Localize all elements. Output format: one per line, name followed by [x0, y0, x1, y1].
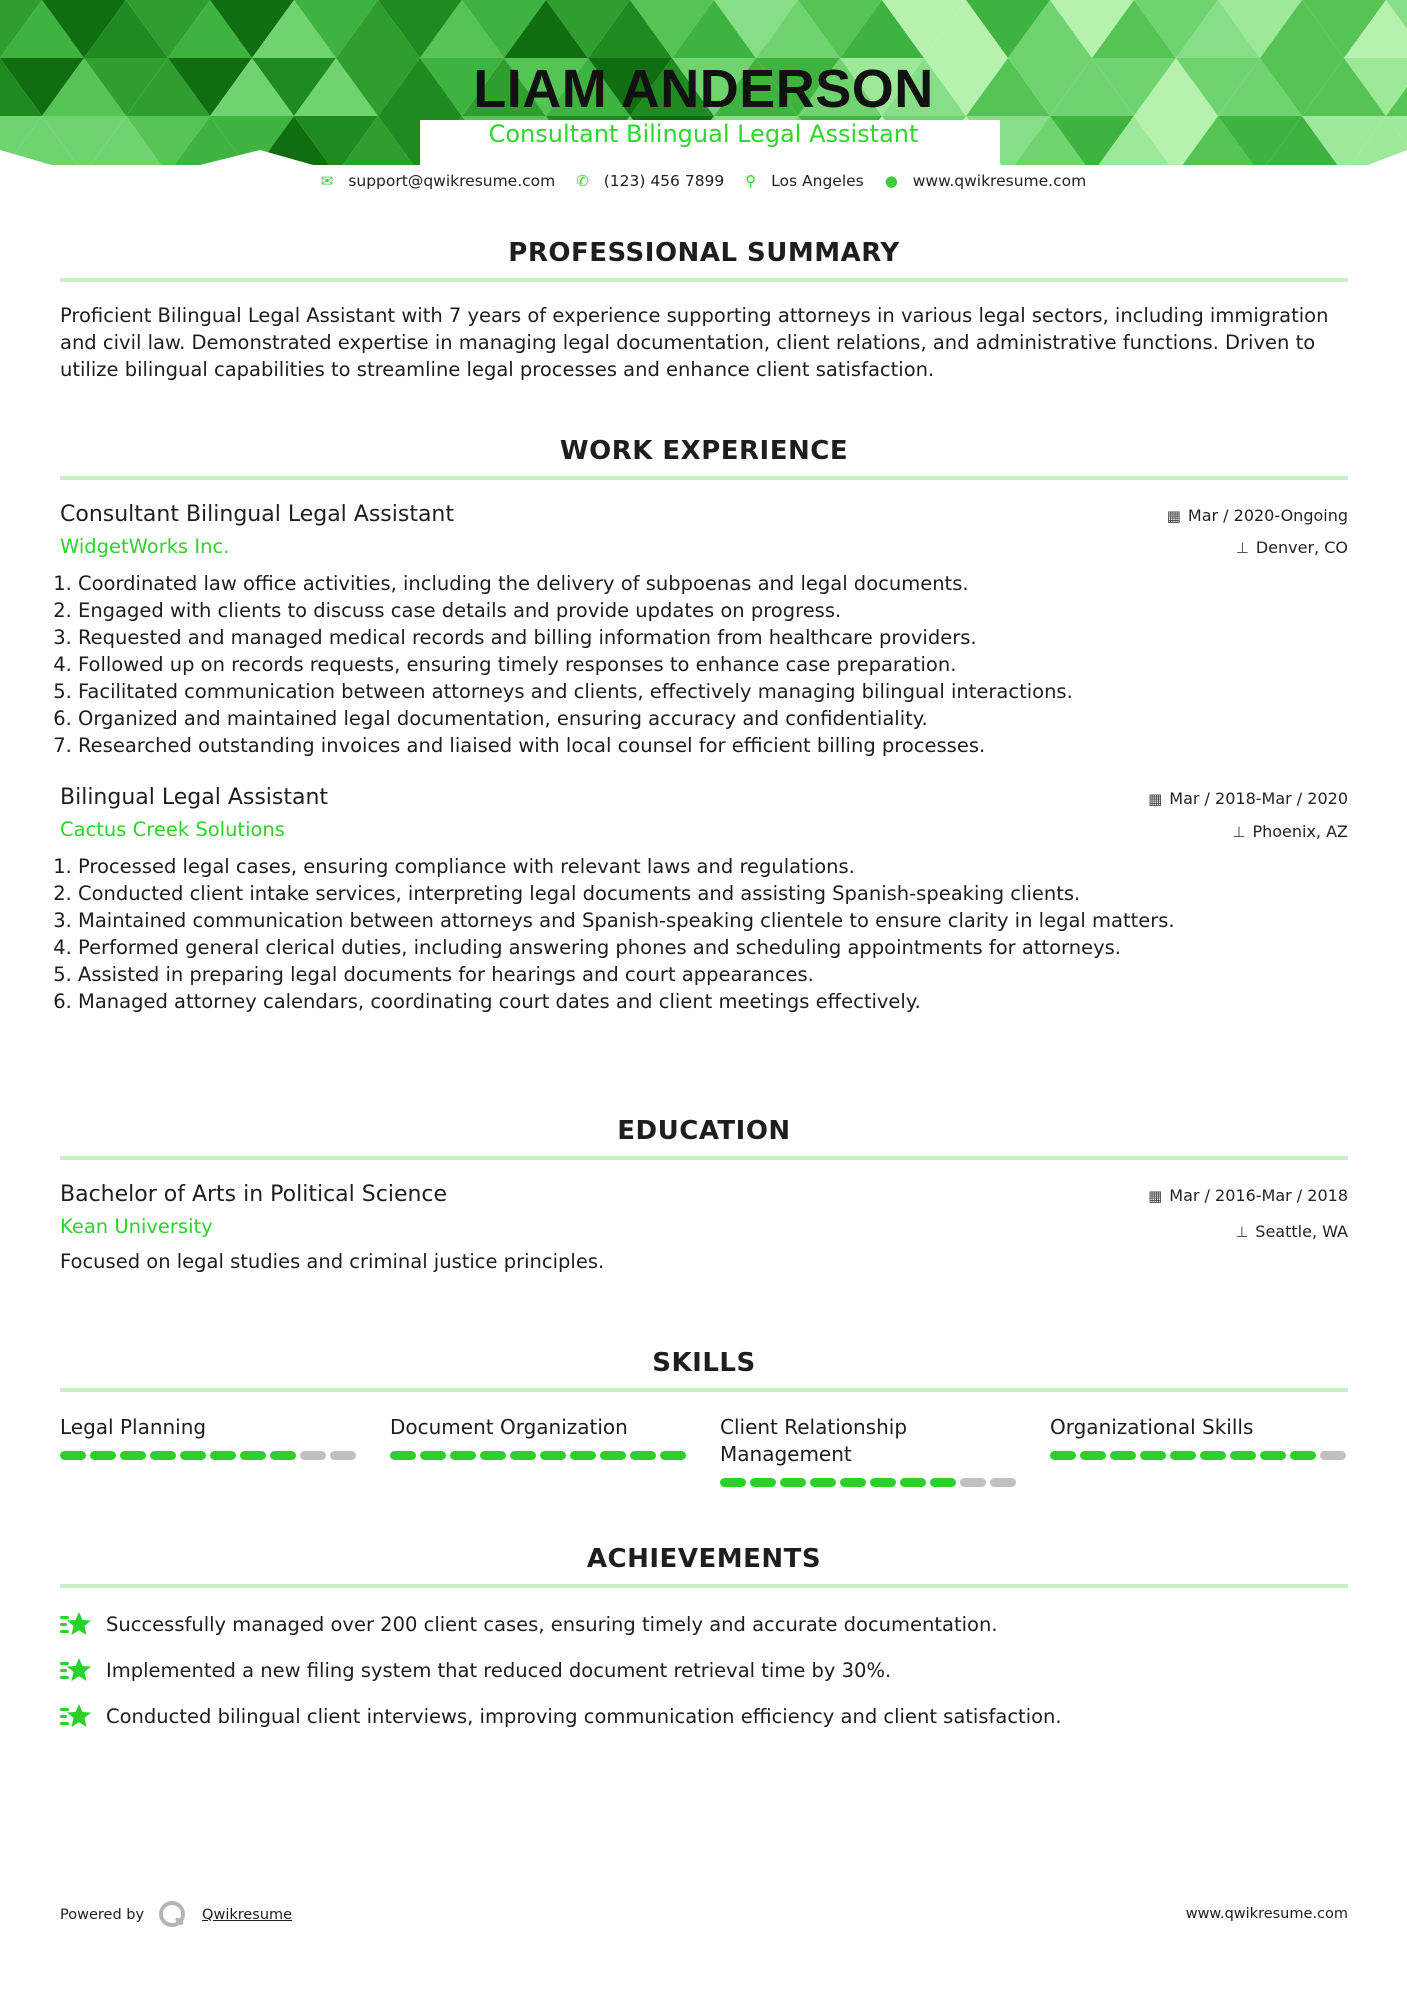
job-location: ⊥ Phoenix, AZ	[1232, 822, 1348, 841]
company-name: WidgetWorks Inc.	[60, 535, 230, 558]
pin-icon: ⊥	[1235, 539, 1249, 557]
list-item: 3. Requested and managed medical records and billing information from healthcare providers.	[78, 624, 1348, 651]
school-name: Kean University	[60, 1215, 213, 1238]
summary-text: Proficient Bilingual Legal Assistant with 7 years of experience supporting attorneys in various legal sectors, including immigration and civil law. Demonstrated expertise in managing legal documentation, client relations, and administrative functions. Driven to utilize bilingual capabilities to streamline legal processes and enhance client satisfaction.	[60, 304, 1329, 381]
footer-website-link[interactable]: www.qwikresume.com	[1185, 1906, 1348, 1922]
map-pin-icon: ⚲	[745, 172, 757, 190]
contact-email[interactable]	[321, 172, 555, 190]
list-item: 1. Coordinated law office activities, including the delivery of subpoenas and legal documents.	[78, 570, 1348, 597]
achievements-list	[60, 1610, 1348, 1730]
contact-phone[interactable]	[576, 172, 724, 190]
skill-level-bar	[390, 1451, 690, 1460]
skill-level-segment	[150, 1451, 176, 1460]
website-text: www.qwikresume.com	[912, 172, 1087, 190]
skill-level-segment	[1260, 1451, 1286, 1460]
job-entry	[60, 502, 1348, 759]
skill-name: Legal Planning	[60, 1415, 207, 1439]
qwikresume-logo-icon	[158, 1900, 188, 1930]
calendar-icon: ▦	[1148, 1187, 1163, 1205]
company-name: Cactus Creek Solutions	[60, 818, 285, 841]
list-item: 7. Researched outstanding invoices and liaised with local counsel for efficient billing processes.	[78, 732, 1348, 759]
skill-level-segment	[990, 1478, 1016, 1487]
skill-level-segment	[1170, 1451, 1196, 1460]
skill-level-segment	[270, 1451, 296, 1460]
skill-level-segment	[1140, 1451, 1166, 1460]
calendar-icon: ▦	[1148, 790, 1163, 808]
skill-level-bar	[60, 1451, 360, 1460]
summary-section	[60, 238, 1348, 383]
phone-icon: ✆	[576, 172, 589, 190]
job-dates: ▦ Mar / 2020-Ongoing	[1166, 506, 1348, 525]
list-item: 4. Performed general clerical duties, including answering phones and scheduling appointments for attorneys.	[78, 934, 1348, 961]
achievement-text: Successfully managed over 200 client cases, ensuring timely and accurate documentation.	[106, 1612, 998, 1636]
section-heading: EDUCATION	[60, 1116, 1348, 1160]
achievement-item	[60, 1656, 1348, 1684]
skill-level-segment	[780, 1478, 806, 1487]
skill-level-segment	[1230, 1451, 1256, 1460]
skill-level-segment	[390, 1451, 416, 1460]
skill-level-segment	[750, 1478, 776, 1487]
calendar-icon: ▦	[1166, 507, 1181, 525]
list-item: 6. Organized and maintained legal documentation, ensuring accuracy and confidentiality.	[78, 705, 1348, 732]
skill-level-segment	[810, 1478, 836, 1487]
skill-level-bar	[720, 1478, 1020, 1487]
star-icon	[60, 1702, 92, 1730]
achievement-item	[60, 1610, 1348, 1638]
skill-level-segment	[180, 1451, 206, 1460]
skill-level-segment	[960, 1478, 986, 1487]
degree-title: Bachelor of Arts in Political Science	[60, 1182, 448, 1207]
achievement-text: Implemented a new filing system that reduced document retrieval time by 30%.	[106, 1658, 892, 1682]
qwikresume-link[interactable]: Qwikresume	[202, 1907, 293, 1923]
contact-location	[745, 172, 864, 190]
achievement-item	[60, 1702, 1348, 1730]
skill-level-segment	[1200, 1451, 1226, 1460]
envelope-icon: ✉	[320, 172, 334, 190]
education-description: Focused on legal studies and criminal justice principles.	[60, 1250, 605, 1273]
skill-level-segment	[420, 1451, 446, 1460]
skill-level-segment	[1320, 1451, 1346, 1460]
job-location: ⊥ Denver, CO	[1235, 538, 1348, 557]
list-item: 2. Engaged with clients to discuss case details and provide updates on progress.	[78, 597, 1348, 624]
candidate-title: Consultant Bilingual Legal Assistant	[488, 120, 919, 148]
education-section	[60, 1116, 1348, 1275]
section-heading: PROFESSIONAL SUMMARY	[60, 238, 1348, 282]
job-title: Bilingual Legal Assistant	[60, 785, 329, 810]
location-text: Los Angeles	[771, 172, 864, 190]
job-dates: ▦ Mar / 2018-Mar / 2020	[1148, 789, 1348, 808]
pin-icon: ⊥	[1235, 1223, 1249, 1241]
skill-level-segment	[450, 1451, 476, 1460]
list-item: 4. Followed up on records requests, ensuring timely responses to enhance case preparation.	[78, 651, 1348, 678]
skill-level-segment	[930, 1478, 956, 1487]
job-bullets	[60, 570, 1348, 759]
skill-level-segment	[840, 1478, 866, 1487]
footer-powered-by	[60, 1900, 292, 1930]
skill-level-segment	[660, 1451, 686, 1460]
star-icon	[60, 1656, 92, 1684]
email-text: support@qwikresume.com	[348, 172, 556, 190]
skill-level-segment	[210, 1451, 236, 1460]
list-item: 1. Processed legal cases, ensuring compliance with relevant laws and regulations.	[78, 853, 1348, 880]
skill-item	[1050, 1414, 1350, 1487]
skill-item	[390, 1414, 690, 1487]
skill-level-segment	[300, 1451, 326, 1460]
list-item: 6. Managed attorney calendars, coordinating court dates and client meetings effectively.	[78, 988, 1348, 1015]
pin-icon: ⊥	[1232, 823, 1246, 841]
skill-level-segment	[60, 1451, 86, 1460]
skill-level-segment	[120, 1451, 146, 1460]
skill-level-segment	[330, 1451, 356, 1460]
skill-level-segment	[600, 1451, 626, 1460]
job-entry	[60, 785, 1348, 1015]
list-item: 2. Conducted client intake services, interpreting legal documents and assisting Spanish-speaking clients.	[78, 880, 1348, 907]
skill-level-segment	[630, 1451, 656, 1460]
skills-section	[60, 1348, 1348, 1487]
skill-level-segment	[240, 1451, 266, 1460]
achievements-section	[60, 1544, 1348, 1748]
skill-level-segment	[570, 1451, 596, 1460]
skill-level-segment	[480, 1451, 506, 1460]
skill-name: Document Organization	[390, 1415, 628, 1439]
section-heading: SKILLS	[60, 1348, 1348, 1392]
job-bullets	[60, 853, 1348, 1015]
contact-bar	[0, 172, 1407, 190]
skill-item	[60, 1414, 360, 1487]
powered-by-label: Powered by	[60, 1907, 145, 1923]
skill-level-segment	[540, 1451, 566, 1460]
globe-icon: ●	[884, 172, 898, 190]
skill-level-segment	[90, 1451, 116, 1460]
candidate-name: LIAM ANDERSON	[473, 59, 934, 119]
phone-text: (123) 456 7899	[603, 172, 725, 190]
job-title: Consultant Bilingual Legal Assistant	[60, 502, 455, 527]
section-heading: ACHIEVEMENTS	[60, 1544, 1348, 1588]
skill-level-segment	[720, 1478, 746, 1487]
skill-level-segment	[870, 1478, 896, 1487]
skill-level-bar	[1050, 1451, 1350, 1460]
skill-name: Organizational Skills	[1050, 1415, 1254, 1439]
list-item: 3. Maintained communication between attorneys and Spanish-speaking clientele to ensure clarity in legal matters.	[78, 907, 1348, 934]
skill-level-segment	[1050, 1451, 1076, 1460]
star-icon	[60, 1610, 92, 1638]
skill-item	[720, 1414, 1020, 1487]
section-heading: WORK EXPERIENCE	[60, 436, 1348, 480]
skills-grid	[60, 1414, 1348, 1487]
achievement-text: Conducted bilingual client interviews, improving communication efficiency and client satisfaction.	[106, 1704, 1062, 1728]
list-item: 5. Assisted in preparing legal documents for hearings and court appearances.	[78, 961, 1348, 988]
skill-level-segment	[510, 1451, 536, 1460]
experience-section	[60, 436, 1348, 1015]
skill-name: Client Relationship Management	[720, 1415, 908, 1466]
education-dates: ▦ Mar / 2016-Mar / 2018	[1148, 1186, 1348, 1205]
skill-level-segment	[900, 1478, 926, 1487]
skill-level-segment	[1110, 1451, 1136, 1460]
contact-website[interactable]	[885, 172, 1087, 190]
skill-level-segment	[1080, 1451, 1106, 1460]
education-location: ⊥ Seattle, WA	[1235, 1222, 1348, 1241]
list-item: 5. Facilitated communication between attorneys and clients, effectively managing bilingual interactions.	[78, 678, 1348, 705]
education-entry	[60, 1182, 1348, 1275]
skill-level-segment	[1290, 1451, 1316, 1460]
